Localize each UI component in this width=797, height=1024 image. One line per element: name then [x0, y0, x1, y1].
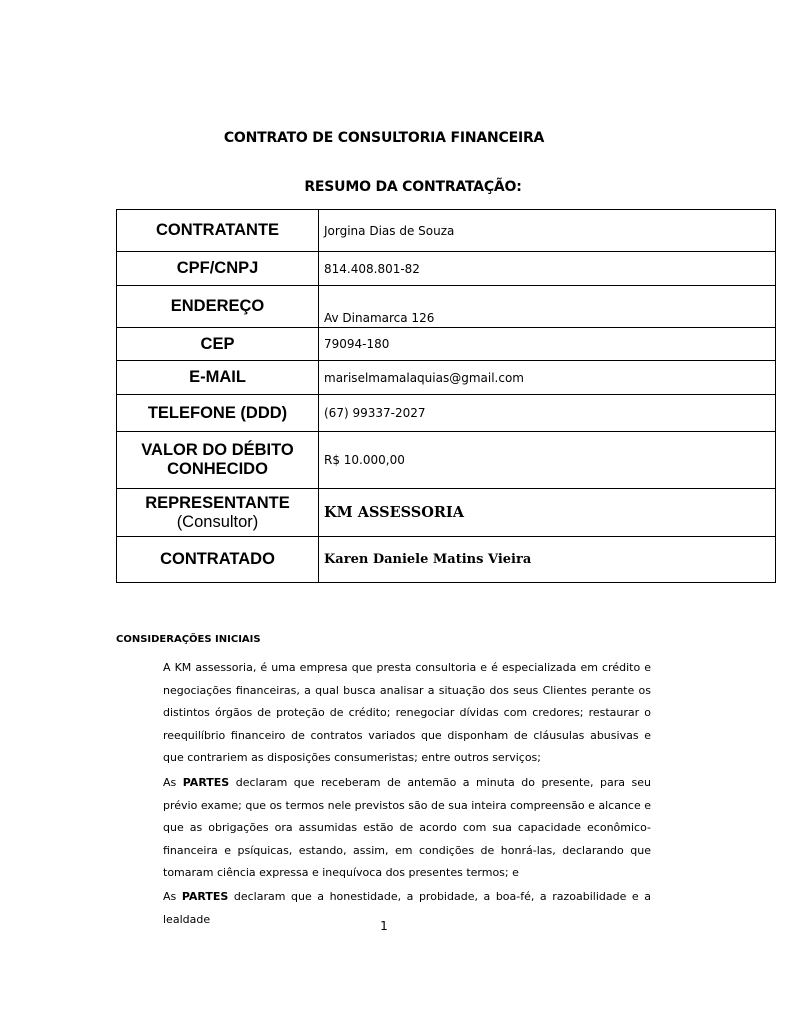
row-value: (67) 99337-2027: [319, 395, 776, 432]
document-subtitle: RESUMO DA CONTRATAÇÃO:: [304, 179, 522, 195]
row-label: E-MAIL: [117, 361, 319, 395]
row-value: Karen Daniele Matins Vieira: [319, 537, 776, 583]
row-label: CONTRATADO: [117, 537, 319, 583]
row-label: CPF/CNPJ: [117, 252, 319, 286]
row-value: Av Dinamarca 126: [319, 286, 776, 328]
paragraph-3-prefix: As: [163, 890, 182, 903]
row-value: KM ASSESSORIA: [319, 489, 776, 537]
table-row-endereco: [117, 286, 776, 328]
row-label-line1: REPRESENTANTE: [145, 493, 290, 512]
paragraph-2-text: declaram que receberam de antemão a minuta do presente, para seu prévio exame; que os termos nele previstos são de sua inteira compreensão e alcance e que as obrigações ora assumidas estão de acordo com sua capacidade econômico-financeira e psíquicas, estando, assim, em condições de honrá-las, declarando que tomaram ciência expressa e inequívoca dos presentes termos; e: [163, 776, 651, 879]
row-label-line2: CONHECIDO: [167, 460, 268, 478]
row-label: CONTRATANTE: [117, 210, 319, 252]
paragraph-2-prefix: As: [163, 776, 183, 789]
row-label: [117, 489, 319, 537]
contract-summary-table: [116, 209, 776, 583]
table-row-valor-debito: [117, 432, 776, 489]
table-row-contratado: [117, 537, 776, 583]
row-label: TELEFONE (DDD): [117, 395, 319, 432]
row-value: mariselmamalaquias@gmail.com: [319, 361, 776, 395]
row-label-line1: VALOR DO DÉBITO: [141, 441, 294, 459]
row-label-line2: (Consultor): [176, 512, 259, 531]
table-row-cep: [117, 328, 776, 361]
row-value: 814.408.801-82: [319, 252, 776, 286]
row-value: R$ 10.000,00: [319, 432, 776, 489]
paragraph-3-bold: PARTES: [181, 890, 229, 903]
page-number: 1: [380, 919, 388, 933]
section-heading: CONSIDERAÇÕES INICIAIS: [116, 634, 261, 645]
table-row-cpf-cnpj: [117, 252, 776, 286]
table-row-representante: [117, 489, 776, 537]
document-title: CONTRATO DE CONSULTORIA FINANCEIRA: [223, 130, 545, 146]
table-row-telefone: [117, 395, 776, 432]
row-label: CEP: [117, 328, 319, 361]
paragraph-3: [163, 886, 651, 926]
paragraph-2: [163, 772, 651, 885]
row-value: 79094-180: [319, 328, 776, 361]
paragraph-2-bold: PARTES: [182, 776, 230, 789]
paragraph-1: A KM assessoria, é uma empresa que presta consultoria e é especializada em crédito e negociações financeiras, a qual busca analisar a situação dos seus Clientes perante os distintos órgãos de proteção de crédito; renegociar dívidas com credores; restaurar o reequilíbrio financeiro de contratos variados que disponham de cláusulas abusivas e que contrariem as disposições consumeristas; entre outros serviços;: [163, 661, 651, 764]
row-label: ENDEREÇO: [117, 286, 319, 328]
paragraph-3-text: declaram que a honestidade, a probidade, a boa-fé, a razoabilidade e a lealdade: [163, 890, 651, 926]
row-label: [117, 432, 319, 489]
table-row-contratante: [117, 210, 776, 252]
row-value: Jorgina Dias de Souza: [319, 210, 776, 252]
table-row-email: [117, 361, 776, 395]
